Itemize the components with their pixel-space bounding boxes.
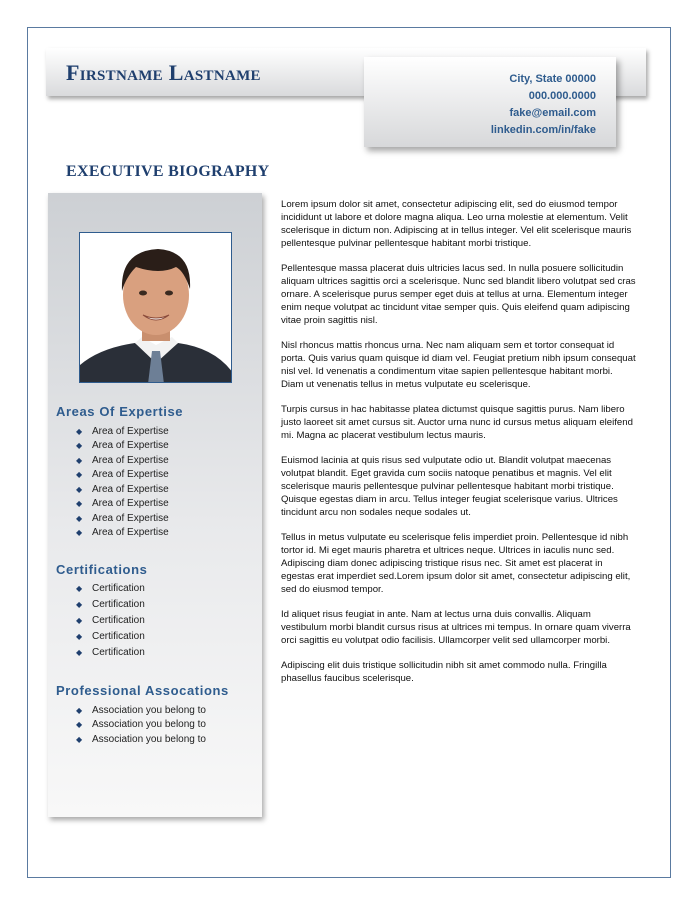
biography-paragraph: Pellentesque massa placerat duis ultricies lacus sed. In nulla posuere sollicitudin aliquam ultrices sagittis orci a scelerisque. Nunc sed blandit libero volutpat sed cras ornare. A scelerisque purus semper eget duis at tellus at urna. Elementum integer enim neque volutpat ac tincidunt vitae semper quis. Quis eleifend quam adipiscing vitae proin sagittis nisl.: [281, 263, 636, 326]
diamond-bullet-icon: ◆: [76, 615, 83, 625]
diamond-bullet-icon: ◆: [76, 705, 83, 715]
list-item: ◆ Certification: [76, 583, 145, 595]
associations-heading: Professional Assocations: [56, 683, 229, 698]
biography-paragraph: Turpis cursus in hac habitasse platea dictumst quisque sagittis purus. Nam libero justo laoreet sit amet cursus sit. Auctor urna nunc id cursus metus aliquam eleifend mi. Magna ac placerat vestibulum lectus mauris.: [281, 404, 633, 441]
diamond-bullet-icon: ◆: [76, 600, 83, 610]
biography-paragraph: Adipiscing elit duis tristique sollicitudin nibh sit amet commodo nulla. Fringilla phasellus faucibus scelerisque.: [281, 660, 607, 684]
list-item: ◆ Area of Expertise: [76, 512, 169, 524]
contact-info-box: [364, 57, 616, 147]
diamond-bullet-icon: ◆: [76, 631, 83, 641]
biography-paragraph: Euismod lacinia at quis risus sed vulputate odio ut. Blandit volutpat maecenas volutpat blandit. Eget gravida cum sociis natoque penatibus et magnis. Vel elit scelerisque mauris pellentesque pulvinar pellentesque habitant morbi tristique. Quisque egestas diam in arcu. Tellus integer feugiat scelerisque varius. Ultrices tincidunt arcu non sodales neque sodales ut.: [281, 455, 618, 518]
section-title: EXECUTIVE BIOGRAPHY: [66, 163, 270, 180]
diamond-bullet-icon: ◆: [76, 455, 83, 465]
portrait-image: [80, 233, 232, 383]
diamond-bullet-icon: ◆: [76, 499, 83, 509]
list-item: ◆ Certification: [76, 614, 145, 626]
diamond-bullet-icon: ◆: [76, 528, 83, 538]
list-item: ◆ Area of Expertise: [76, 425, 169, 437]
diamond-bullet-icon: ◆: [76, 470, 83, 480]
biography-paragraph: Tellus in metus vulputate eu scelerisque felis imperdiet proin. Pellentesque id nibh tortor id. Mi eget mauris pharetra et ultrices neque. Ultrices in iaculis nunc sed. Adipiscing diam donec adipiscing tristique risus nec. Sit amet est placerat in egestas erat imperdiet sed.Lorem ipsum dolor sit amet, consectetur adipiscing elit, sed do eiusmod tempor.: [281, 532, 631, 595]
diamond-bullet-icon: ◆: [76, 584, 83, 594]
biography-text: [281, 198, 636, 697]
list-item: ◆ Area of Expertise: [76, 454, 169, 466]
expertise-list: [76, 424, 169, 540]
contact-email: fake@email.com: [509, 107, 596, 119]
list-item: ◆ Association you belong to: [76, 733, 206, 745]
list-item: ◆ Association you belong to: [76, 704, 206, 716]
diamond-bullet-icon: ◆: [76, 647, 83, 657]
associations-list: [76, 703, 206, 747]
list-item: ◆ Area of Expertise: [76, 527, 169, 539]
diamond-bullet-icon: ◆: [76, 734, 83, 744]
contact-linkedin: linkedin.com/in/fake: [490, 124, 596, 136]
list-item: ◆ Area of Expertise: [76, 469, 169, 481]
diamond-bullet-icon: ◆: [76, 484, 83, 494]
list-item: ◆ Certification: [76, 646, 145, 658]
list-item: ◆ Area of Expertise: [76, 498, 169, 510]
list-item: ◆ Area of Expertise: [76, 483, 169, 495]
diamond-bullet-icon: ◆: [76, 441, 83, 451]
certifications-list: [76, 581, 145, 660]
certifications-heading: Certifications: [56, 562, 148, 577]
list-item: ◆ Association you belong to: [76, 719, 206, 731]
diamond-bullet-icon: ◆: [76, 426, 83, 436]
profile-photo: [79, 232, 232, 383]
list-item: ◆ Certification: [76, 630, 145, 642]
biography-paragraph: Nisl rhoncus mattis rhoncus urna. Nec nam aliquam sem et tortor consequat id porta. Quis varius quam quisque id diam vel. Feugiat pretium nibh ipsum consequat nisl vel. Id venenatis a condimentum vitae sapien pellentesque habitant morbi. Diam ut venenatis tellus in metus vulputate eu scelerisque.: [281, 340, 636, 390]
expertise-heading: Areas Of Expertise: [56, 404, 184, 419]
contact-phone: 000.000.0000: [528, 90, 596, 102]
person-name: Firstname Lastname: [66, 60, 261, 85]
biography-paragraph: Id aliquet risus feugiat in ante. Nam at lectus urna duis convallis. Aliquam vestibulum morbi blandit cursus risus at ultrices mi tempus. In ornare quam viverra orci sagittis eu volutpat odio facilisis. Ullamcorper velit sed ullamcorper morbi.: [281, 609, 631, 646]
list-item: ◆ Area of Expertise: [76, 440, 169, 452]
biography-paragraph: Lorem ipsum dolor sit amet, consectetur adipiscing elit, sed do eiusmod tempor incididunt ut labore et dolore magna aliqua. Leo urna molestie at elementum. Velit scelerisque in dictum non. Adipiscing at in tellus integer. Vel elit scelerisque mauris pellentesque pulvinar pellentesque habitant morbi tristique.: [281, 199, 632, 249]
list-item: ◆ Certification: [76, 599, 145, 611]
diamond-bullet-icon: ◆: [76, 513, 83, 523]
contact-address: City, State 00000: [509, 73, 596, 85]
diamond-bullet-icon: ◆: [76, 720, 83, 730]
